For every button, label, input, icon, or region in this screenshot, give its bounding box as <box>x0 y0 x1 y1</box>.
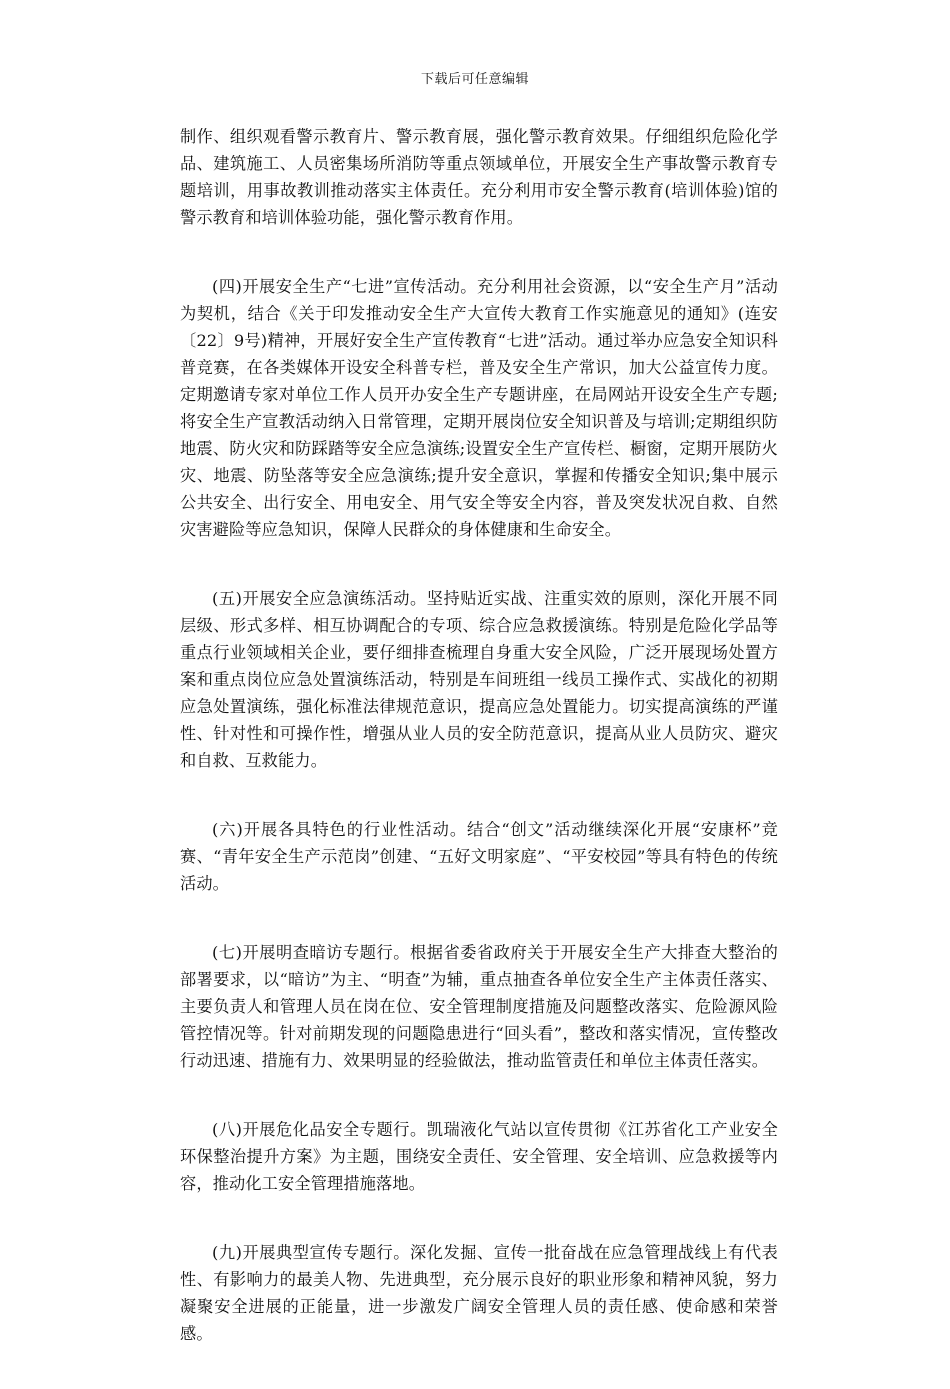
paragraph-inspections: (七)开展明查暗访专题行。根据省委省政府关于开展安全生产大排查大整治的部署要求，以“暗访”为主、“明查”为辅，重点抽查各单位安全生产主体责任落实、主要负责人和管理人员在岗在位、安全管理制度措施及问题整改落实、危险源风险管控情况等。针对前期发现的问题隐患进行“回头看”，整改和落实情况，宣传整改行动迅速、措施有力、效果明显的经验做法，推动监管责任和单位主体责任落实。 <box>180 943 778 1070</box>
paragraph-warning-education: 制作、组织观看警示教育片、警示教育展，强化警示教育效果。仔细组织危险化学品、建筑施工、人员密集场所消防等重点领域单位，开展安全生产事故警示教育专题培训，用事故教训推动落实主体责任。充分利用市安全警示教育(培训体验)馆的警示教育和培训体验功能，强化警示教育作用。 <box>180 127 778 227</box>
paragraph-emergency-drills: (五)开展安全应急演练活动。坚持贴近实战、注重实效的原则，深化开展不同层级、形式多样、相互协调配合的专项、综合应急救援演练。特别是危险化学品等重点行业领域相关企业，要仔细排查梳理自身重大安全风险，广泛开展现场处置方案和重点岗位应急处置演练活动，特别是车间班组一线员工操作式、实战化的初期应急处置演练，强化标准法律规范意识，提高应急处置能力。切实提高演练的严谨性、针对性和可操作性，增强从业人员的安全防范意识，提高从业人员防灾、避灾和自救、互救能力。 <box>180 589 778 770</box>
paragraph-typical-publicity: (九)开展典型宣传专题行。深化发掘、宣传一批奋战在应急管理战线上有代表性、有影响力的最美人物、先进典型，充分展示良好的职业形象和精神风貌，努力凝聚安全进展的正能量，进一步激发广阔安全管理人员的责任感、使命感和荣誉感。 <box>180 1243 778 1343</box>
paragraph-industry-activities: (六)开展各具特色的行业性活动。结合“创文”活动继续深化开展“安康杯”竞赛、“青年安全生产示范岗”创建、“五好文明家庭”、“平安校园”等具有特色的传统活动。 <box>180 820 778 893</box>
paragraph-hazardous-chemicals: (八)开展危化品安全专题行。凯瑞液化气站以宣传贯彻《江苏省化工产业安全环保整治提升方案》为主题，围绕安全责任、安全管理、安全培训、应急救援等内容，推动化工安全管理措施落地。 <box>180 1120 778 1193</box>
document-body <box>180 123 778 1389</box>
paragraph-seven-entries: (四)开展安全生产“七进”宣传活动。充分利用社会资源，以“安全生产月”活动为契机，结合《关于印发推动安全生产大宣传大教育工作实施意见的通知》(连安〔22〕9号)精神，开展好安全生产宣传教育“七进”活动。通过举办应急安全知识科普竞赛，在各类媒体开设安全科普专栏，普及安全生产常识，加大公益宣传力度。定期邀请专家对单位工作人员开办安全生产专题讲座，在局网站开设安全生产专题;将安全生产宣教活动纳入日常管理，定期开展岗位安全知识普及与培训;定期组织防地震、防火灾和防踩踏等安全应急演练;设置安全生产宣传栏、橱窗，定期开展防火灾、地震、防坠落等安全应急演练;提升安全意识，掌握和传播安全知识;集中展示公共安全、出行安全、用电安全、用气安全等安全内容，普及突发状况自救、自然灾害避险等应急知识，保障人民群众的身体健康和生命安全。 <box>180 277 778 539</box>
page-header: 下载后可任意编辑 <box>420 72 529 87</box>
